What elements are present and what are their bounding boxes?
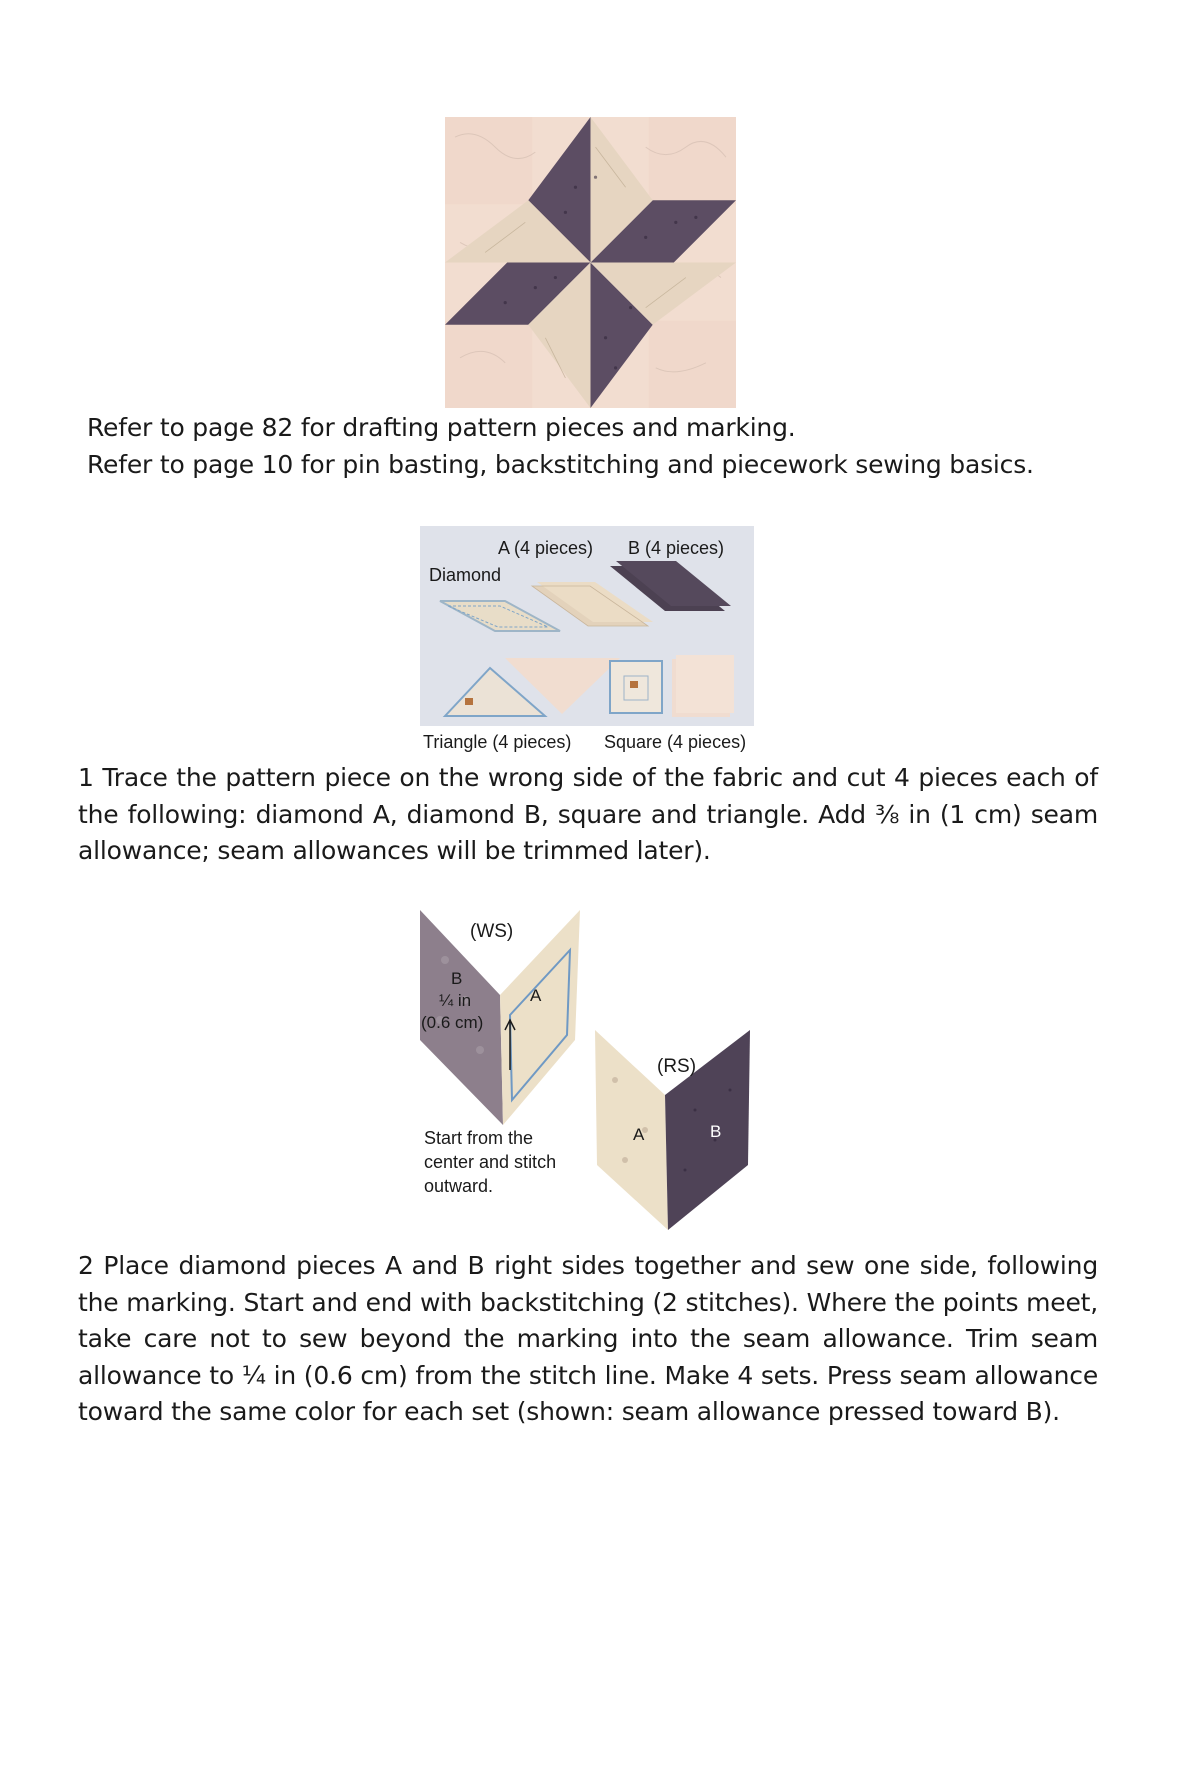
label-b: B (4 pieces)	[628, 538, 725, 558]
intro-line-2: Refer to page 10 for pin basting, backstitching and piecework sewing basics.	[87, 450, 1034, 479]
cut-pieces-image	[420, 526, 754, 758]
eight-point-star-image	[445, 117, 736, 408]
quilt-block-photo	[445, 117, 736, 408]
label-b-left: B	[451, 969, 463, 988]
label-diamond: Diamond	[429, 565, 502, 585]
caption-line-2: center and stitch	[424, 1152, 557, 1172]
label-triangle: Triangle (4 pieces)	[423, 732, 572, 752]
pattern-pieces-photo	[420, 526, 754, 758]
sewing-diagram-photo	[415, 900, 770, 1250]
label-measure-in: ¼ in	[439, 991, 472, 1010]
intro-line-1: Refer to page 82 for drafting pattern pieces and marking.	[87, 413, 796, 442]
label-measure-cm: (0.6 cm)	[421, 1013, 484, 1032]
diamond-sewing-image	[415, 900, 770, 1250]
label-b-right: B	[710, 1122, 722, 1141]
label-rs: (RS)	[657, 1056, 697, 1077]
label-ws: (WS)	[470, 921, 514, 942]
caption-line-3: outward.	[424, 1176, 494, 1196]
label-a-right: A	[633, 1125, 645, 1144]
label-square: Square (4 pieces)	[604, 732, 747, 752]
label-a-left: A	[530, 986, 542, 1005]
step-2-text: 2 Place diamond pieces A and B right sides together and sew one side, following the marking. Start and end with backstitching (2 stitches). Where the points meet, take care not to sew beyond the marking into the seam allowance. Trim seam allowance to ¼ in (0.6 cm) from the stitch line. Make 4 sets. Press seam allowance toward the same color for each set (shown: seam allowance pressed toward B).	[78, 1251, 1098, 1426]
caption-line-1: Start from the	[424, 1128, 534, 1148]
step-1-text: 1 Trace the pattern piece on the wrong side of the fabric and cut 4 pieces each of the following: diamond A, diamond B, square and triangle. Add ⅜ in (1 cm) seam allowance; seam allowances will be trimmed later).	[78, 763, 1098, 865]
label-a: A (4 pieces)	[498, 538, 594, 558]
